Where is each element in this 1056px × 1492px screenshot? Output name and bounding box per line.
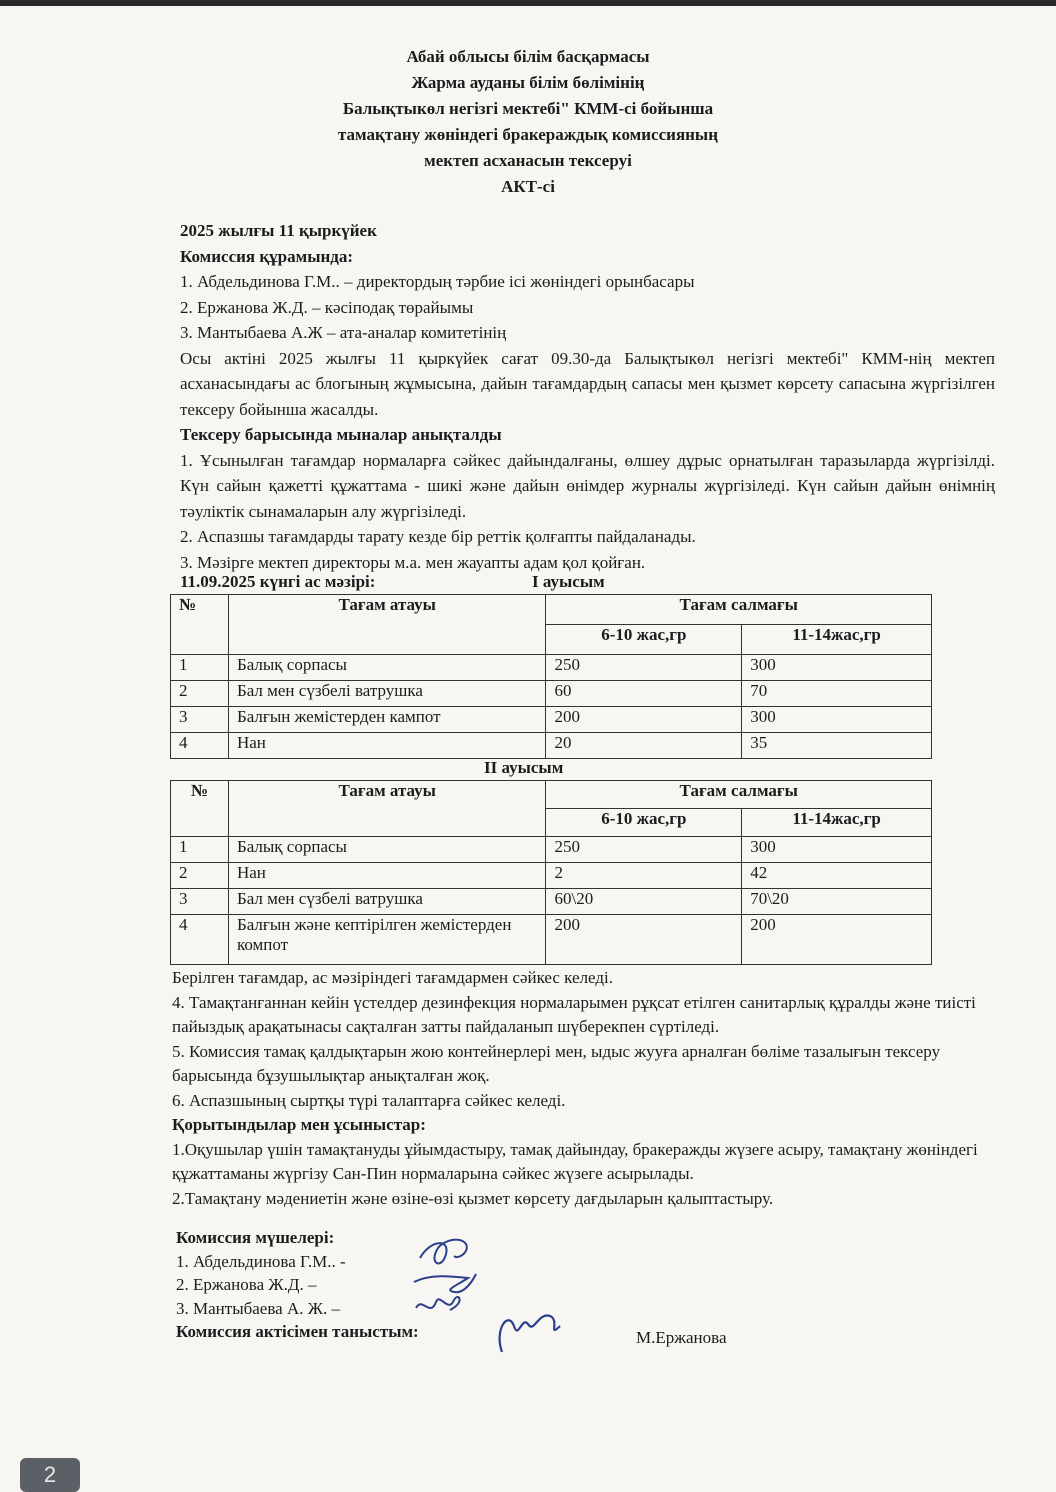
cell-age1: 250 [546,837,742,863]
cell-age1: 60 [546,681,742,707]
shift2-label: II ауысым [484,758,564,777]
after-line: 5. Комиссия тамақ қалдықтарын жою контейнерлері мен, ыдыс жууға арналған бөліме тазалығын тексеру барысында бұзушылықтар анықталған жоқ. [172,1041,941,1085]
intro-section [180,218,995,575]
cell-num: 4 [171,915,229,965]
header-line: Балықтыкөл негізгі мектебі" КММ-сі бойынша [342,99,714,118]
cell-num: 2 [171,681,229,707]
cell-dish: Балық сорпасы [228,837,546,863]
conclusion-item: 2.Тамақтану мәдениетін және өзіне-өзі қызмет көрсету дағдыларын қалыптастыру. [172,1188,774,1208]
member-line: 3. Мантыбаева А.Ж – ата-аналар комитетінің [180,323,507,342]
cell-age2: 70 [742,681,932,707]
cell-age1: 2 [546,863,742,889]
after-line: Берілген тағамдар, ас мәзіріндегі тағамдармен сәйкес келеді. [172,968,613,987]
handwritten-signatures [410,1230,590,1360]
after-section [172,966,994,1211]
cell-num: 2 [171,863,229,889]
cell-age2: 42 [742,863,932,889]
shift1-label: I ауысым [532,572,605,591]
col-age1-header: 6-10 жас,гр [546,809,742,837]
col-num-header: № [171,781,229,837]
cell-dish: Балық сорпасы [228,655,546,681]
col-age2-header: 11-14жас,гр [742,809,932,837]
table-row [171,681,932,707]
cell-age2: 35 [742,733,932,759]
signature-member: 1. Абдельдинова Г.М.. - [176,1251,346,1271]
table-row [171,863,932,889]
cell-num: 1 [171,837,229,863]
cell-age2: 300 [742,837,932,863]
commission-heading: Комиссия құрамында: [180,246,354,266]
cell-age1: 60\20 [546,889,742,915]
col-weight-header: Тағам салмағы [546,781,932,809]
signature-2 [414,1274,476,1292]
cell-age1: 250 [546,655,742,681]
finding-item: 2. Аспазшы тағамдарды тарату кезде бір реттік қолғапты пайдаланады. [180,527,696,546]
header-line: тамақтану жөніндегі бракераждық комиссияның [337,125,719,144]
finding-item: 1. Ұсынылған тағамдар нормаларға сәйкес дайындалғаны, өлшеу дұрыс орнатылған таразыларда жүргізілді. Күн сайын қажетті құжаттама - шикі және дайын өнімдер журналы жүргізіледі. Күн сайын дайын өнімнің тәуліктік сынамаларын алу жүргізіледі. [180,450,995,521]
signature-1 [420,1240,467,1264]
cell-dish: Балғын жемістерден кампот [228,707,546,733]
member-line: 1. Абдельдинова Г.М.. – директордың тәрбие ісі жөніндегі орынбасары [180,272,695,291]
shift2-table [170,780,932,965]
col-age2-header: 11-14жас,гр [742,625,932,655]
cell-dish: Бал мен сүзбелі ватрушка [228,681,546,707]
page-number-badge: 2 [20,1458,80,1492]
header-line: Абай облысы білім басқармасы [406,47,650,66]
finding-item: 3. Мәзірге мектеп директоры м.а. мен жауапты адам қол қойған. [180,552,646,572]
col-weight-header: Тағам салмағы [546,595,932,625]
intro-paragraph: Осы актіні 2025 жылғы 11 қыркүйек сағат 09.30-да Балықтыкөл негізгі мектебі" КММ-нің мектеп асханасындағы ас блогының жұмысына, дайын тағамдардың сапасы мен қызмет көрсету сапасына жүргізілген тексеру бойынша жасалды. [180,348,995,419]
col-age1-header: 6-10 жас,гр [546,625,742,655]
signature-3 [416,1297,460,1310]
menu-label: 11.09.2025 күнгі ас мәзірі: [180,572,376,591]
acquainted-name: М.Ержанова [636,1328,727,1347]
after-line: 4. Тамақтанғаннан кейін үстелдер дезинфекция нормаларымен рұқсат етілген санитарлық құралды және тиісті пайыздық арақатынасы сақталған затты пайдаланып шүберекпен сүртіледі. [172,992,976,1036]
cell-age2: 70\20 [742,889,932,915]
cell-num: 3 [171,707,229,733]
findings-heading: Тексеру барысында мыналар анықталды [180,425,502,444]
table-row [171,707,932,733]
cell-dish: Нан [228,863,546,889]
col-dish-header: Тағам атауы [228,781,546,837]
table-row [171,915,932,965]
table-row [171,733,932,759]
cell-num: 1 [171,655,229,681]
col-dish-header: Тағам атауы [228,595,546,655]
shift1-table [170,594,932,759]
signatures-heading: Комиссия мүшелері: [176,1228,335,1247]
cell-age1: 20 [546,733,742,759]
signature-member: 2. Ержанова Ж.Д. – [176,1275,317,1294]
table-row [171,655,932,681]
conclusion-item: 1.Оқушылар үшін тамақтануды ұйымдастыру, тамақ дайындау, бракеражды жүзеге асыру, тамақтану жөніндегі құжаттаманы жүргізу Сан-Пин нормаларына сәйкес жүзеге асырылады. [172,1139,978,1183]
document-header [0,44,1056,200]
signature-member: 3. Мантыбаева А. Ж. – [176,1298,340,1318]
acquainted-label: Комиссия актісімен таныстым: [176,1322,419,1341]
cell-age1: 200 [546,707,742,733]
header-line: Жарма ауданы білім бөлімінің [411,73,645,92]
cell-dish: Нан [228,733,546,759]
document-title: АКТ-сі [501,177,555,196]
conclusions-heading: Қорытындылар мен ұсыныстар: [172,1115,426,1134]
header-line: мектеп асханасын тексеруі [424,151,632,170]
cell-age1: 200 [546,915,742,965]
cell-age2: 300 [742,655,932,681]
signature-4 [500,1316,560,1352]
cell-num: 4 [171,733,229,759]
member-line: 2. Ержанова Ж.Д. – кәсіподақ төрайымы [180,297,474,317]
col-num-header: № [171,595,229,655]
cell-age2: 300 [742,707,932,733]
after-line: 6. Аспазшының сыртқы түрі талаптарға сәйкес келеді. [172,1090,566,1110]
cell-dish: Бал мен сүзбелі ватрушка [228,889,546,915]
act-date: 2025 жылғы 11 қыркүйек [180,221,377,240]
table-row [171,837,932,863]
cell-num: 3 [171,889,229,915]
scan-top-edge [0,0,1056,6]
cell-age2: 200 [742,915,932,965]
table-row [171,889,932,915]
cell-dish: Балғын және кептірілген жемістерден компот [228,915,546,965]
